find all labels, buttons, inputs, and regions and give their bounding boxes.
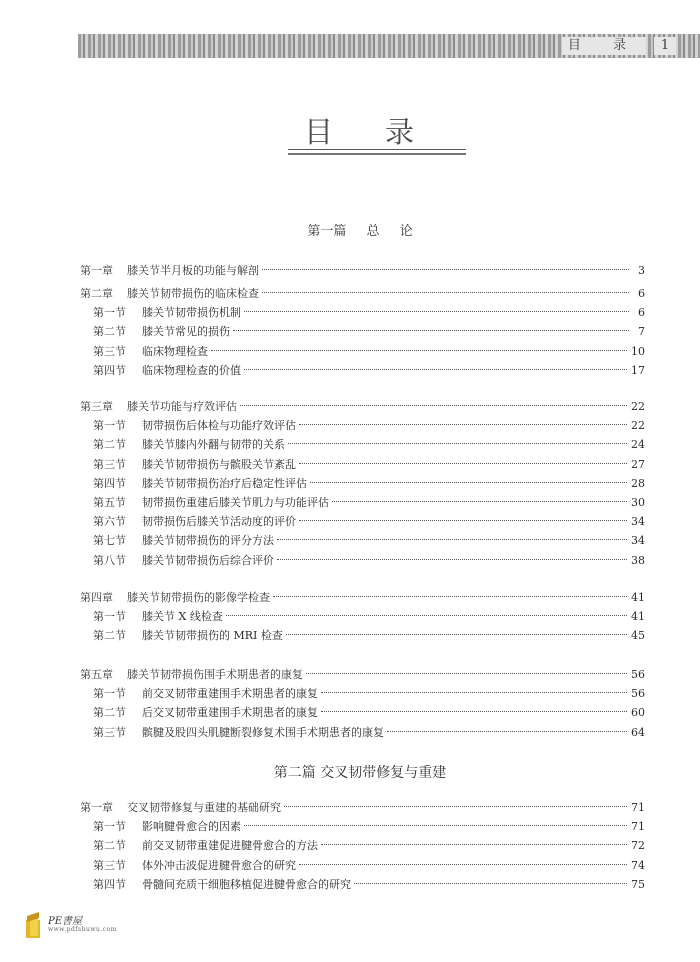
page-number: 72: [631, 839, 645, 853]
dot-leader: [226, 615, 627, 616]
toc-section-entry-label: [93, 724, 387, 742]
chapter-title: 膝关节韧带损伤的影像学检查: [127, 591, 270, 604]
section-title: 膝关节韧带损伤机制: [142, 306, 241, 320]
toc-chapter-entry[interactable]: [80, 799, 645, 817]
dot-leader: [277, 539, 627, 540]
dot-leader: [306, 673, 627, 674]
section-number: 第三节: [93, 457, 126, 471]
page-number: 71: [631, 801, 645, 814]
toc-chapter-entry-label: [80, 398, 240, 416]
section-number: 第四节: [93, 476, 126, 490]
section-title: 膝关节常见的损伤: [142, 325, 230, 339]
section-title: 前交叉韧带重建促进腱骨愈合的方法: [142, 839, 318, 853]
section-title: 髌腱及股四头肌腱断裂修复术围手术期患者的康复: [142, 725, 384, 739]
toc-section-entry-label: [93, 857, 299, 875]
toc-section-entry[interactable]: [93, 323, 645, 341]
dot-leader: [244, 825, 627, 826]
title-underline: [288, 149, 466, 150]
page-number: 30: [631, 496, 645, 509]
dot-leader: [286, 634, 627, 635]
page-number: 64: [631, 725, 645, 739]
dot-leader: [299, 520, 627, 521]
chapter-number: 第一章: [80, 801, 113, 814]
title-underline-thick: [288, 153, 466, 155]
page-number: 10: [631, 344, 645, 358]
dot-leader: [277, 559, 627, 560]
page-number: 27: [631, 457, 645, 471]
page-number: 34: [631, 534, 645, 548]
toc-section-entry[interactable]: [93, 475, 645, 493]
toc-section-entry-label: [93, 627, 286, 645]
toc-section-entry-label: [93, 456, 299, 474]
section-number: 第二节: [93, 839, 126, 853]
chapter-title: 膝关节半月板的功能与解剖: [127, 264, 259, 277]
toc-section-entry[interactable]: [93, 627, 645, 645]
page-number: 75: [631, 877, 645, 891]
toc-section-entry-label: [93, 685, 321, 703]
chapter-title: 膝关节韧带损伤围手术期患者的康复: [127, 668, 303, 681]
toc-chapter-entry-label: [80, 666, 306, 684]
chapter-title: 交叉韧带修复与重建的基础研究: [127, 801, 281, 814]
section-number: 第一节: [93, 306, 126, 320]
dot-leader: [387, 731, 627, 732]
toc-section-entry-label: [93, 532, 277, 550]
toc-section-entry[interactable]: [93, 304, 645, 322]
section-number: 第八节: [93, 553, 126, 567]
toc-section-entry-label: [93, 323, 233, 341]
page-number: 28: [631, 476, 645, 490]
toc-section-entry[interactable]: [93, 552, 645, 570]
toc-chapter-entry[interactable]: [80, 262, 645, 280]
part-title: 第一篇 总 论: [307, 224, 413, 239]
section-number: 第三节: [93, 858, 126, 872]
section-title: 体外冲击波促进腱骨愈合的研究: [142, 858, 296, 872]
toc-chapter-entry[interactable]: [80, 285, 645, 303]
toc-section-entry-label: [93, 818, 244, 836]
section-title: 韧带损伤后体检与功能疗效评估: [142, 419, 296, 433]
chapter-number: 第四章: [80, 591, 113, 604]
dot-leader: [244, 369, 627, 370]
toc-section-entry[interactable]: [93, 417, 645, 435]
toc-section-entry-label: [93, 343, 211, 361]
section-number: 第一节: [93, 820, 126, 834]
chapter-number: 第五章: [80, 668, 113, 681]
section-title: 膝关节 X 线检查: [142, 610, 223, 624]
chapter-title: 膝关节功能与疗效评估: [127, 400, 237, 413]
dot-leader: [273, 596, 627, 597]
section-title: 膝关节韧带损伤的评分方法: [142, 534, 274, 548]
toc-section-entry-label: [93, 552, 277, 570]
section-number: 第五节: [93, 496, 126, 509]
page-title: 目录: [303, 115, 466, 149]
dot-leader: [284, 806, 627, 807]
page-number: 17: [631, 363, 645, 377]
running-header-label: 目 录: [562, 37, 646, 55]
section-title: 膝关节膝内外翻与韧带的关系: [142, 438, 285, 452]
toc-section-entry-label: [93, 362, 244, 380]
site-logo-url: www.pdfshuwu.com: [48, 926, 117, 933]
section-title: 临床物理检查: [142, 344, 208, 358]
dot-leader: [332, 501, 627, 502]
toc-section-entry-label: [93, 704, 321, 722]
toc-chapter-entry[interactable]: [80, 589, 645, 607]
section-number: 第四节: [93, 363, 126, 377]
dot-leader: [299, 424, 627, 425]
chapter-number: 第一章: [80, 264, 113, 277]
toc-section-entry[interactable]: [93, 685, 645, 703]
section-title: 膝关节韧带损伤后综合评价: [142, 553, 274, 567]
page-number: 24: [631, 438, 645, 452]
dot-leader: [321, 844, 627, 845]
section-title: 影响腱骨愈合的因素: [142, 820, 241, 834]
section-title: 临床物理检查的价值: [142, 363, 241, 377]
page-number: 6: [638, 287, 645, 300]
dot-leader: [233, 330, 629, 331]
toc-section-entry[interactable]: [93, 837, 645, 855]
section-title: 膝关节韧带损伤与髌股关节紊乱: [142, 457, 296, 471]
dot-leader: [321, 711, 627, 712]
chapter-number: 第三章: [80, 400, 113, 413]
page-number: 56: [631, 668, 645, 681]
toc-section-entry-label: [93, 837, 321, 855]
section-title: 骨髓间充质干细胞移植促进腱骨愈合的研究: [142, 877, 351, 891]
toc-section-entry[interactable]: [93, 343, 645, 361]
toc-section-entry[interactable]: [93, 494, 645, 512]
toc-section-entry-label: [93, 417, 299, 435]
page-number: 45: [631, 629, 645, 643]
section-number: 第一节: [93, 687, 126, 701]
toc-section-entry[interactable]: [93, 456, 645, 474]
page-number: 7: [638, 325, 645, 339]
section-title: 膝关节韧带损伤治疗后稳定性评估: [142, 476, 307, 490]
section-title: 韧带损伤重建后膝关节肌力与功能评估: [142, 496, 329, 509]
section-number: 第三节: [93, 725, 126, 739]
dot-leader: [244, 311, 629, 312]
section-number: 第二节: [93, 629, 126, 643]
section-number: 第七节: [93, 534, 126, 548]
section-number: 第四节: [93, 877, 126, 891]
toc-section-entry[interactable]: [93, 513, 645, 531]
section-title: 前交叉韧带重建围手术期患者的康复: [142, 687, 318, 701]
toc-section-entry[interactable]: [93, 724, 645, 742]
dot-leader: [288, 443, 627, 444]
toc-chapter-entry-label: [80, 799, 284, 817]
page-number: 56: [631, 687, 645, 701]
page-number: 22: [631, 419, 645, 433]
toc-chapter-entry-label: [80, 285, 262, 303]
toc-chapter-entry-label: [80, 589, 273, 607]
section-number: 第三节: [93, 344, 126, 358]
section-number: 第二节: [93, 438, 126, 452]
dot-leader: [240, 405, 627, 406]
section-number: 第一节: [93, 610, 126, 624]
page-number: 34: [631, 515, 645, 529]
toc-chapter-entry-label: [80, 262, 262, 280]
page-number: 60: [631, 706, 645, 720]
toc-section-entry-label: [93, 475, 310, 493]
toc-section-entry-label: [93, 513, 299, 531]
dot-leader: [321, 692, 627, 693]
chapter-title: 膝关节韧带损伤的临床检查: [127, 287, 259, 300]
section-title: 韧带损伤后膝关节活动度的评价: [142, 515, 296, 529]
dot-leader: [299, 864, 627, 865]
page-number: 38: [631, 553, 645, 567]
page-number: 74: [631, 858, 645, 872]
dot-leader: [262, 292, 629, 293]
dot-leader: [299, 463, 627, 464]
toc-section-entry[interactable]: [93, 436, 645, 454]
section-number: 第二节: [93, 325, 126, 339]
toc-section-entry[interactable]: [93, 818, 645, 836]
toc-section-entry-label: [93, 304, 244, 322]
page-number: 6: [638, 306, 645, 320]
toc-section-entry[interactable]: [93, 857, 645, 875]
toc-section-entry[interactable]: [93, 876, 645, 894]
section-title: 膝关节韧带损伤的 MRI 检查: [142, 629, 283, 643]
toc-section-entry-label: [93, 494, 332, 512]
chapter-number: 第二章: [80, 287, 113, 300]
page-number: 22: [631, 400, 645, 413]
section-number: 第一节: [93, 419, 126, 433]
dot-leader: [262, 269, 629, 270]
dot-leader: [354, 883, 627, 884]
section-number: 第六节: [93, 515, 126, 529]
page-number: 41: [631, 591, 645, 604]
toc-section-entry-label: [93, 436, 288, 454]
toc-section-entry[interactable]: [93, 532, 645, 550]
page-number: 41: [631, 610, 645, 624]
toc-section-entry-label: [93, 608, 226, 626]
site-logo-name: PE書屋: [48, 916, 83, 927]
section-title: 后交叉韧带重建围手术期患者的康复: [142, 706, 318, 720]
running-header-page: 1: [654, 37, 676, 55]
page-number: 71: [631, 820, 645, 834]
part-title: 第二篇 交叉韧带修复与重建: [273, 765, 447, 781]
toc-section-entry[interactable]: [93, 704, 645, 722]
toc-section-entry[interactable]: [93, 362, 645, 380]
toc-chapter-entry[interactable]: [80, 666, 645, 684]
toc-section-entry[interactable]: [93, 608, 645, 626]
toc-chapter-entry[interactable]: [80, 398, 645, 416]
running-header: [78, 34, 700, 58]
section-number: 第二节: [93, 706, 126, 720]
dot-leader: [310, 482, 627, 483]
dot-leader: [211, 350, 627, 351]
page-number: 3: [638, 264, 645, 277]
toc-section-entry-label: [93, 876, 354, 894]
